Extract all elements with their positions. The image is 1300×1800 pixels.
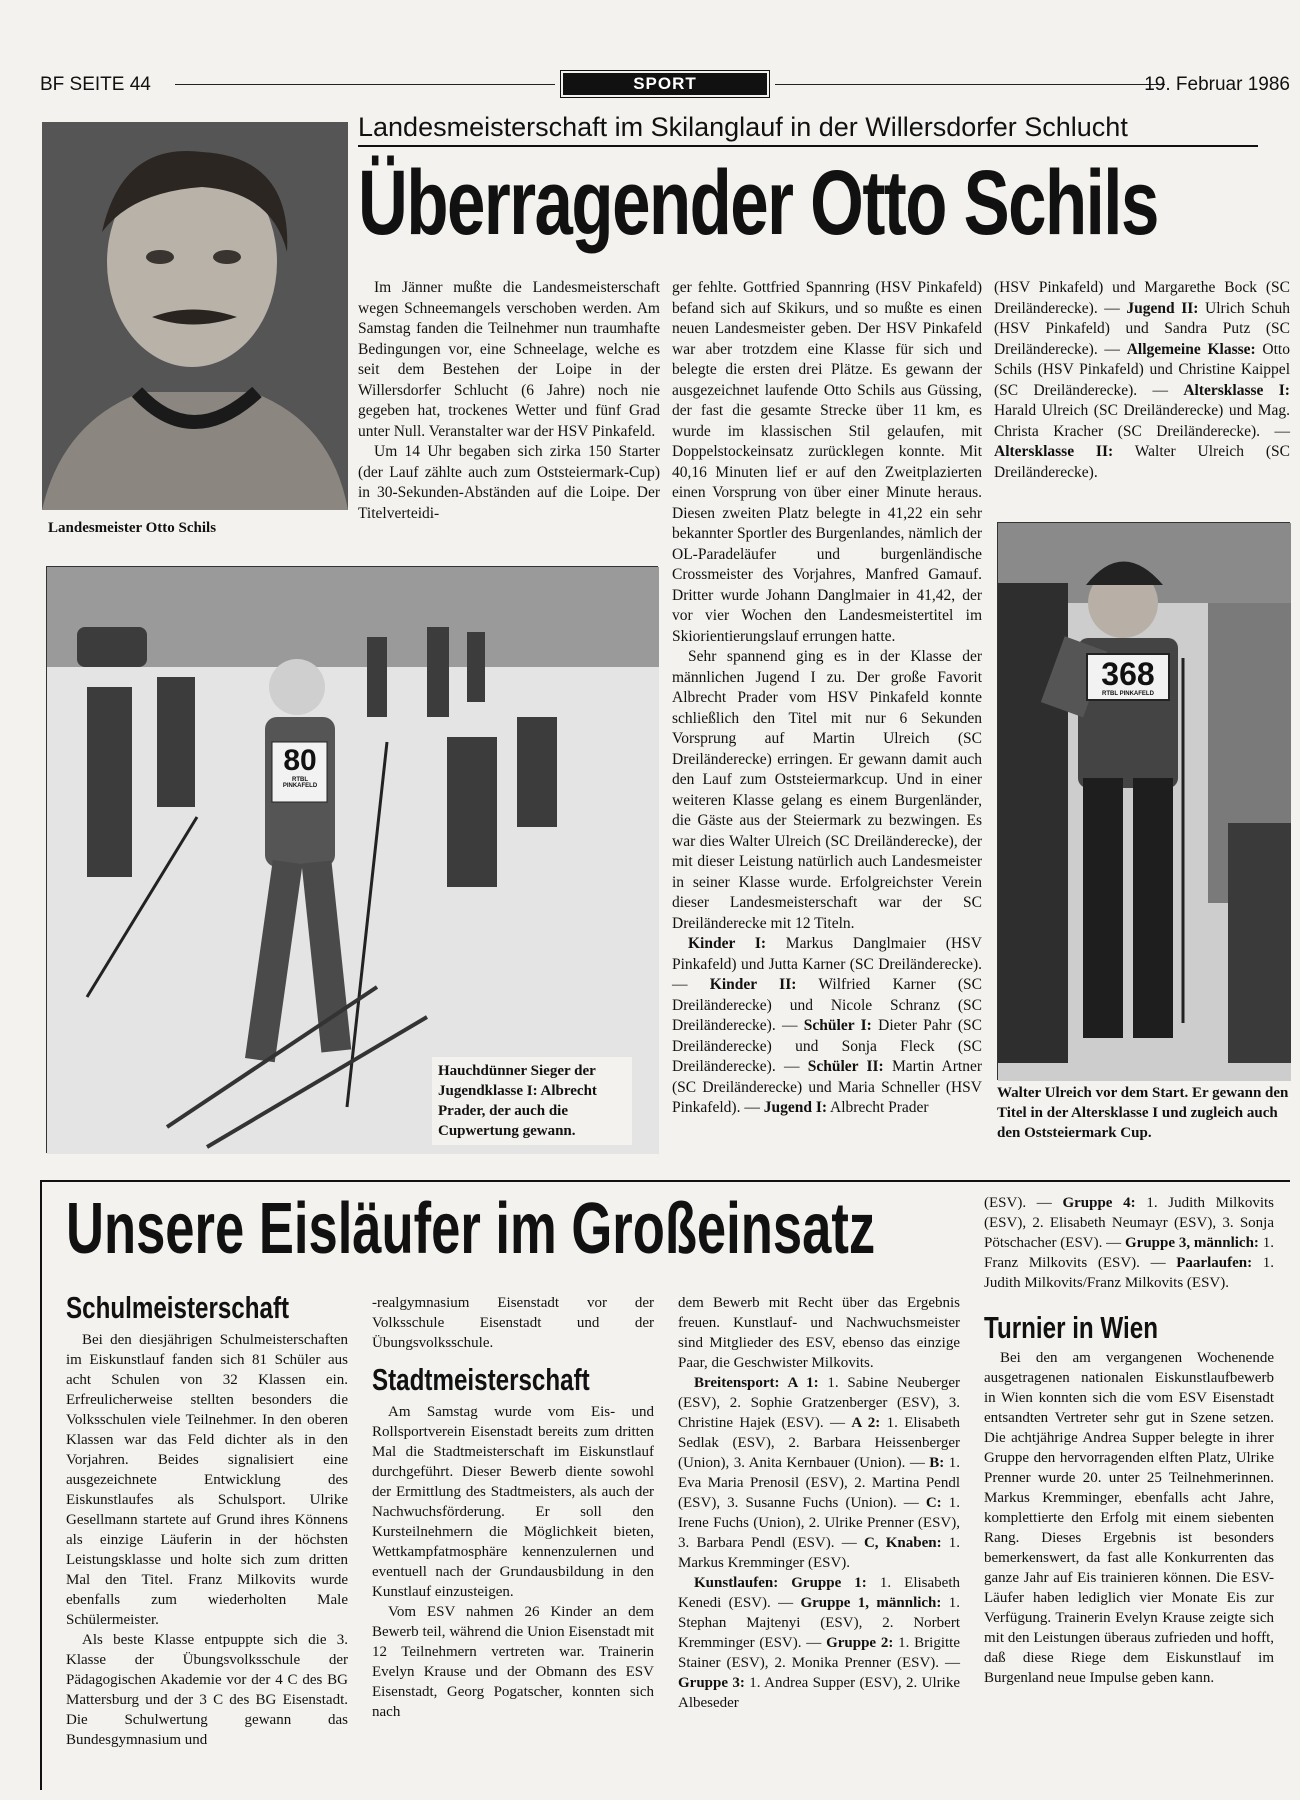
bib-80-number: 80 [283,744,317,777]
result-text: Otto Schils (HSV Pinkafeld) und Christine Kaippel (SC Dreiländerecke). — [994,340,1290,399]
result-text: Walter Ulreich (SC Dreiländerecke). [994,443,1290,481]
result-label: Paarlaufen: [1176,1255,1253,1271]
result-text: 1. Andrea Supper (ESV), 2. Ulrike Albeseder [678,1675,960,1711]
result-label: Gruppe 3: [678,1675,745,1691]
story2-col3 [678,1293,960,1713]
result-label: C, Knaben: [863,1535,942,1551]
story2-col2a-text: -realgymnasium Eisenstadt vor der Volksschule Eisenstadt und der Übungsvolksschule. [372,1295,654,1351]
result-label: Kinder II: [709,976,797,993]
story2-col4b [984,1348,1274,1688]
story2-sub-stadtmeisterschaft: Stadtmeisterschaft [372,1362,590,1397]
story1-col3 [994,278,1290,483]
story2-col2a [372,1293,654,1353]
story1-col2-results [672,934,982,1119]
result-label: Gruppe 4: [1062,1195,1136,1211]
result-text: 1. Eva Maria Prenosil (ESV), 2. Martina Pendl (ESV), 3. Susanne Fuchs (Union). — [678,1455,961,1511]
skier-figure-368 [998,523,1291,1081]
story2-col1 [66,1330,348,1750]
section-box [560,70,770,98]
result-label: B: [929,1455,945,1471]
portrait-figure [42,122,348,510]
result-text: Wilfried Karner (SC Dreiländerecke) und Nicole Schranz (SC Dreiländerecke). — [672,976,983,1034]
page-label: BF SEITE 44 [40,74,151,95]
story2-col3-results1 [678,1373,960,1573]
story1-col1-p2: Um 14 Uhr begaben sich zirka 150 Starter (der Lauf zählte auch zum Oststeiermark-Cup) in 30-Sekunden-Abständen auf die Loipe. Der Titelverteidi- [358,443,660,522]
result-label: C: [925,1495,942,1511]
result-text: 1. Judith Milkovits (ESV), 2. Elisabeth Neumayr (ESV), 3. Sonja Pötschacher (ESV). — [984,1195,1274,1251]
result-text: 1. Sabine Neuberger (ESV), 2. Sophie Gratzenberger (ESV), 3. Christine Hajek (ESV). — [678,1375,960,1431]
portrait-caption: Landesmeister Otto Schils [48,520,217,536]
result-label: Jugend I: [763,1099,828,1116]
section-label: SPORT [563,73,767,95]
result-label: Gruppe 2: [826,1635,894,1651]
result-text: (HSV Pinkafeld) und Margarethe Bock (SC Dreiländerecke). — [994,279,1290,317]
result-text: Dieter Pahr (SC Dreiländerecke) und Sonja Fleck (SC Dreiländerecke). — [672,1017,982,1075]
story1-col2-p1: ger fehlte. Gottfried Spannring (HSV Pinkafeld) befand sich auf Skikurs, und so mußte es einen neuen Landesmeister geben. Der HSV Pinkafeld war aber trotzdem eine Klasse für sich und belegte die ersten drei Plätze. Es gewann der ausgezeichnet laufende Otto Schils aus Güssing, der fast die gesamte Strecke über 11 km, es wurde im klassischen Stil gelaufen, mit Doppelstockeinsatz zurücklegen konnte. Mit 40,16 Minuten lief er auf den Zweitplazierten einen Vorsprung von über einer Minute heraus. Diesen zweiten Platz belegte in 41,22 ein sehr bekannter Sportler des Burgenlandes, nämlich der OL-Paradeläufer und burgenländische Crossmeister des Vorjahres, Manfred Gamauf. Dritter wurde Johann Danglmaier in 41,42, der vor vier Wochen den Landesmeistertitel im Skiorientierungslauf errungen hatte. [672,279,982,645]
story2-sub-schulmeisterschaft: Schulmeisterschaft [66,1290,290,1325]
story2-headline: Unsere Eisläufer im Großeinsatz [66,1189,876,1269]
story1-col3-results [994,278,1290,483]
story2-col1-p2: Als beste Klasse entpuppte sich die 3. Klasse der Übungsvolksschule der Pädagogischen Akademie vor der 4 C des BG Mattersburg und der 3 C des BG Eisenstadt. Die Schulwertung gewann das Bundesgymnasium und [66,1632,348,1748]
skier-photo-80 [46,566,658,1153]
skier-80-caption: Hauchdünner Sieger der Jugendklasse I: Albrecht Prader, der auch die Cupwertung gewann. [432,1057,632,1145]
story2-col3-intro: dem Bewerb mit Recht über das Ergebnis freuen. Kunstlauf- und Nachwuchsmeister sind Mitglieder des ESV, ebenso das einzige Paar, die Geschwister Milkovits. [678,1295,960,1371]
bib-368 [1086,653,1170,701]
issue-date: 19. Februar 1986 [1144,74,1290,95]
result-label: Schüler I: [803,1017,872,1034]
story1-col1 [358,278,660,524]
result-label: Allgemeine Klasse: [1126,340,1256,358]
result-text: 1. Elisabeth Kenedi (ESV). — [678,1575,960,1611]
result-text: 1. Irene Fuchs (Union), 2. Ulrike Prenner (ESV), 3. Barbara Pendl (ESV). — [678,1495,960,1551]
story2-col1-p1: Bei den diesjährigen Schulmeisterschaften im Eiskunstlauf fanden sich 81 Schüler aus acht Schulen von 32 Klassen ein. Erfreulicherweise stellten besonders die Volksschulen viele Teilnehmer. In den oberen Klassen war das Feld dichter als in den Vorjahren. Beides signalisiert eine ausgezeichnete Entwicklung des Eiskunstlaufes als Schulsport. Ulrike Gesellmann startete auf Grund ihres Könnens als einzige Läuferin in der höchsten Leistungsklasse und holte sich zum dritten Mal den Titel. Franz Milkovits wurde ebenfalls zum wiederholten Male Schülermeister. [66,1332,348,1628]
result-text: 1. Elisabeth Sedlak (ESV), 2. Barbara Heissenberger (Union), 3. Anita Kernbauer (Union). — [678,1415,961,1471]
story2-col3-results2 [678,1573,960,1713]
result-text: 1. Franz Milkovits (ESV). — [984,1235,1274,1271]
result-label: Altersklasse I: [1183,381,1290,399]
result-text: Harald Ulreich (SC Dreiländerecke) und Mag. Christa Kracher (SC Dreiländerecke). — [994,402,1290,440]
result-text: 1. Stephan Majtenyi (ESV), 2. Norbert Kremminger (ESV). — [678,1595,960,1651]
story2-col2b [372,1402,654,1722]
result-label: Gruppe 3, männlich: [1125,1235,1259,1251]
page-header [40,70,1290,100]
portrait-photo [42,122,348,510]
result-text: Albrecht Prader [827,1099,929,1116]
result-label: Kunstlaufen: Gruppe 1: [694,1575,867,1591]
bib-80-sponsor: RTBL PINKAFELD [282,777,318,789]
header-rule-right [775,84,1165,85]
story1-col1-p1: Im Jänner mußte die Landesmeisterschaft wegen Schneemangels verschoben werden. Am Samstag fanden die Teilnehmer nun traumhafte Bedingungen vor, eine Schneelage, welche es seit dem Bestehen der Loipe in der Willersdorfer Schlucht (6 Jahre) noch nie gegeben hat, trockenes Wetter und fünf Grad unter Null. Veranstalter war der HSV Pinkafeld. [358,279,660,440]
bib-368-number: 368 [1101,656,1155,692]
result-label: A 2: [851,1415,881,1431]
result-label: Altersklasse II: [994,443,1114,460]
result-text: 1. Judith Milkovits/Franz Milkovits (ESV). [984,1255,1275,1291]
bib-80 [275,745,325,789]
story1-col2 [672,278,982,1119]
story2-col2b-p2: Vom ESV nahmen 26 Kinder an dem Bewerb teil, während die Union Eisenstadt mit 12 Teilnehmern vertreten war. Trainerin Evelyn Krause und der Obmann des ESV Eisenstadt, Georg Pogatscher, konnten sich nach [372,1604,654,1720]
skier-photo-368 [997,522,1290,1080]
bib-368-sponsor: RTBL PINKAFELD [1102,691,1154,697]
result-text: 1. Brigitte Stainer (ESV), 2. Monika Prenner (ESV). — [678,1635,960,1671]
result-text: 1. Markus Kremminger (ESV). [678,1535,961,1571]
story1-headline: Überragender Otto Schils [358,152,1158,254]
story2-col4 [984,1193,1274,1293]
story1-col2-p2: Sehr spannend ging es in der Klasse der männlichen Jugend I zu. Der große Favorit Albrecht Prader vom HSV Pinkafeld konnte schließlich den Titel mit nur 6 Sekunden Vorsprung auf Martin Ulreich (SC Dreiländerecke) erringen. Er gewann damit auch den Lauf zum Oststeiermarkcup. Und in einer weiteren Klasse gelang es einem Burgenländer, die Gäste aus der Steiermark zu bezwingen. Es war dies Walter Ulreich (SC Dreiländerecke), der mit dieser Leistung natürlich auch Landesmeister in seiner Klasse wurde. Erfolgreichster Verein dieser Landesmeisterschaft war der SC Dreiländerecke mit 12 Titeln. [672,648,982,932]
header-rule-left [175,84,555,85]
skier-368-caption: Walter Ulreich vor dem Start. Er gewann den Titel in der Altersklasse I und zugleich auch den Oststeiermark Cup. [997,1085,1289,1141]
result-label: Schüler II: [807,1058,884,1075]
story2-col4b-text: Bei den am vergangenen Wochenende ausgetragenen nationalen Eiskunstlaufbewerb in Wien konnten sich die vom ESV Eisenstadt entsandten Vertreter sehr gut in Szene setzen. Die achtjährige Andrea Supper belegte in ihrer Gruppe den hervorragenden elften Platz, Ulrike Prenner wurde 20. unter 25 Teilnehmerinnen. Markus Kremminger, ebenfalls acht Jahre, komplettierte den Erfolg mit einem siebenten Rang. Dieses Ergebnis ist besonders bemerkenswert, da fast alle Konkurrenten das ganze Jahr auf Eis trainieren können. Die ESV-Läufer haben lediglich vier Monate Eis zur Verfügung. Trainerin Evelyn Krause zeigte sich mit den Leistungen überaus zufrieden und hofft, daß diese Riege dem Eiskunstlauf im Burgenland neue Impulse geben kann. [984,1350,1274,1686]
story2-col4-results [984,1193,1274,1293]
story2-col2b-p1: Am Samstag wurde vom Eis- und Rollsportverein Eisenstadt bereits zum dritten Mal die Stadtmeisterschaft im Eiskunstlauf durchgeführt. Dieser Bewerb diente sowohl der Ermittlung des Stadtmeisters, als auch der Nachwuchsförderung. Er soll den Kursteilnehmern die Möglichkeit bieten, Wettkampfatmosphäre kennenzulernen und eventuell nach der Grundausbildung in den Kunstlauf einzusteigen. [372,1404,654,1600]
result-label: Jugend II: [1126,299,1199,317]
result-text: Martin Artner (SC Dreiländerecke) und Maria Schneller (HSV Pinkafeld). — [672,1058,982,1116]
result-label: Gruppe 1, männlich: [800,1595,942,1611]
result-text: (ESV). — [984,1195,1063,1211]
story2-sub-turnier-in-wien: Turnier in Wien [984,1310,1158,1345]
story1-kicker: Landesmeisterschaft im Skilanglauf in der Willersdorfer Schlucht [358,112,1258,147]
result-label: Breitensport: A 1: [694,1375,819,1391]
result-text: Ulrich Schuh (HSV Pinkafeld) und Sandra Putz (SC Dreiländerecke). — [994,299,1290,358]
result-label: Kinder I: [688,935,767,952]
result-text: Markus Danglmaier (HSV Pinkafeld) und Jutta Karner (SC Dreiländerecke). — [672,935,982,993]
